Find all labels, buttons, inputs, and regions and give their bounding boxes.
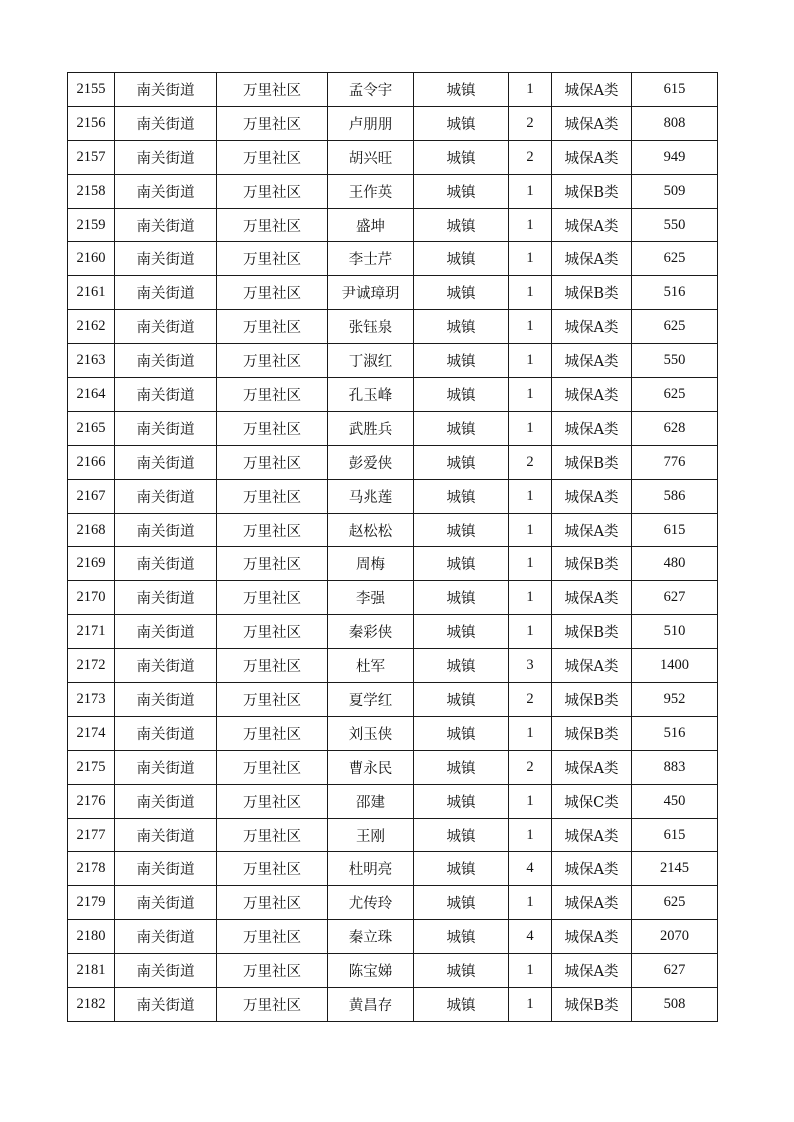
amount-cell: 2145: [632, 852, 718, 886]
amount-cell: 615: [632, 73, 718, 107]
amount-cell: 450: [632, 784, 718, 818]
amount-cell: 1400: [632, 649, 718, 683]
community-cell: 万里社区: [217, 920, 328, 954]
table-row: [68, 445, 718, 479]
street-cell: 南关街道: [115, 615, 217, 649]
household-count-cell: 2: [509, 683, 552, 717]
household-count-cell: 1: [509, 547, 552, 581]
name-cell: 丁淑红: [328, 344, 414, 378]
street-cell: 南关街道: [115, 378, 217, 412]
amount-cell: 2070: [632, 920, 718, 954]
table-row: [68, 750, 718, 784]
amount-cell: 625: [632, 886, 718, 920]
table-row: [68, 411, 718, 445]
table-row: [68, 954, 718, 988]
area-type-cell: 城镇: [414, 378, 509, 412]
row-number-cell: 2170: [68, 581, 115, 615]
name-cell: 李强: [328, 581, 414, 615]
household-count-cell: 1: [509, 886, 552, 920]
household-count-cell: 1: [509, 411, 552, 445]
category-cell: 城保A类: [552, 242, 632, 276]
table-row: [68, 208, 718, 242]
amount-cell: 615: [632, 513, 718, 547]
community-cell: 万里社区: [217, 242, 328, 276]
household-count-cell: 3: [509, 649, 552, 683]
table-body: [68, 73, 718, 1022]
row-number-cell: 2181: [68, 954, 115, 988]
household-count-cell: 1: [509, 784, 552, 818]
area-type-cell: 城镇: [414, 445, 509, 479]
area-type-cell: 城镇: [414, 988, 509, 1022]
name-cell: 盛坤: [328, 208, 414, 242]
community-cell: 万里社区: [217, 73, 328, 107]
area-type-cell: 城镇: [414, 716, 509, 750]
street-cell: 南关街道: [115, 310, 217, 344]
street-cell: 南关街道: [115, 174, 217, 208]
community-cell: 万里社区: [217, 750, 328, 784]
area-type-cell: 城镇: [414, 852, 509, 886]
table-row: [68, 344, 718, 378]
amount-cell: 776: [632, 445, 718, 479]
amount-cell: 550: [632, 208, 718, 242]
row-number-cell: 2166: [68, 445, 115, 479]
street-cell: 南关街道: [115, 242, 217, 276]
table-row: [68, 174, 718, 208]
amount-cell: 615: [632, 818, 718, 852]
name-cell: 黄昌存: [328, 988, 414, 1022]
household-count-cell: 4: [509, 852, 552, 886]
community-cell: 万里社区: [217, 988, 328, 1022]
table-row: [68, 106, 718, 140]
community-cell: 万里社区: [217, 852, 328, 886]
table-row: [68, 378, 718, 412]
name-cell: 曹永民: [328, 750, 414, 784]
row-number-cell: 2160: [68, 242, 115, 276]
community-cell: 万里社区: [217, 886, 328, 920]
area-type-cell: 城镇: [414, 242, 509, 276]
community-cell: 万里社区: [217, 411, 328, 445]
street-cell: 南关街道: [115, 683, 217, 717]
category-cell: 城保A类: [552, 581, 632, 615]
area-type-cell: 城镇: [414, 140, 509, 174]
name-cell: 胡兴旺: [328, 140, 414, 174]
area-type-cell: 城镇: [414, 310, 509, 344]
community-cell: 万里社区: [217, 649, 328, 683]
amount-cell: 949: [632, 140, 718, 174]
community-cell: 万里社区: [217, 106, 328, 140]
amount-cell: 625: [632, 242, 718, 276]
table-row: [68, 581, 718, 615]
row-number-cell: 2167: [68, 479, 115, 513]
area-type-cell: 城镇: [414, 615, 509, 649]
household-count-cell: 1: [509, 73, 552, 107]
street-cell: 南关街道: [115, 479, 217, 513]
area-type-cell: 城镇: [414, 581, 509, 615]
category-cell: 城保A类: [552, 954, 632, 988]
community-cell: 万里社区: [217, 378, 328, 412]
street-cell: 南关街道: [115, 208, 217, 242]
row-number-cell: 2164: [68, 378, 115, 412]
street-cell: 南关街道: [115, 547, 217, 581]
street-cell: 南关街道: [115, 818, 217, 852]
community-cell: 万里社区: [217, 174, 328, 208]
area-type-cell: 城镇: [414, 784, 509, 818]
area-type-cell: 城镇: [414, 479, 509, 513]
table-row: [68, 615, 718, 649]
category-cell: 城保A类: [552, 818, 632, 852]
table-row: [68, 513, 718, 547]
community-cell: 万里社区: [217, 344, 328, 378]
name-cell: 李士芹: [328, 242, 414, 276]
table-row: [68, 310, 718, 344]
area-type-cell: 城镇: [414, 818, 509, 852]
name-cell: 刘玉侠: [328, 716, 414, 750]
community-cell: 万里社区: [217, 208, 328, 242]
amount-cell: 808: [632, 106, 718, 140]
household-count-cell: 1: [509, 716, 552, 750]
household-count-cell: 1: [509, 479, 552, 513]
area-type-cell: 城镇: [414, 683, 509, 717]
category-cell: 城保B类: [552, 683, 632, 717]
area-type-cell: 城镇: [414, 513, 509, 547]
table-row: [68, 649, 718, 683]
row-number-cell: 2182: [68, 988, 115, 1022]
household-count-cell: 1: [509, 344, 552, 378]
amount-cell: 516: [632, 276, 718, 310]
table-row: [68, 920, 718, 954]
community-cell: 万里社区: [217, 310, 328, 344]
household-count-cell: 1: [509, 615, 552, 649]
row-number-cell: 2171: [68, 615, 115, 649]
area-type-cell: 城镇: [414, 276, 509, 310]
row-number-cell: 2158: [68, 174, 115, 208]
category-cell: 城保A类: [552, 513, 632, 547]
community-cell: 万里社区: [217, 513, 328, 547]
household-count-cell: 1: [509, 208, 552, 242]
row-number-cell: 2179: [68, 886, 115, 920]
table-row: [68, 886, 718, 920]
street-cell: 南关街道: [115, 988, 217, 1022]
row-number-cell: 2174: [68, 716, 115, 750]
table-row: [68, 73, 718, 107]
area-type-cell: 城镇: [414, 344, 509, 378]
amount-cell: 480: [632, 547, 718, 581]
row-number-cell: 2163: [68, 344, 115, 378]
row-number-cell: 2165: [68, 411, 115, 445]
table-row: [68, 683, 718, 717]
community-cell: 万里社区: [217, 683, 328, 717]
table-row: [68, 852, 718, 886]
category-cell: 城保A类: [552, 886, 632, 920]
name-cell: 孔玉峰: [328, 378, 414, 412]
amount-cell: 627: [632, 954, 718, 988]
household-count-cell: 1: [509, 310, 552, 344]
community-cell: 万里社区: [217, 547, 328, 581]
name-cell: 张钰泉: [328, 310, 414, 344]
category-cell: 城保B类: [552, 174, 632, 208]
category-cell: 城保A类: [552, 310, 632, 344]
category-cell: 城保B类: [552, 547, 632, 581]
amount-cell: 508: [632, 988, 718, 1022]
community-cell: 万里社区: [217, 140, 328, 174]
category-cell: 城保B类: [552, 716, 632, 750]
table-row: [68, 716, 718, 750]
community-cell: 万里社区: [217, 276, 328, 310]
name-cell: 邵建: [328, 784, 414, 818]
street-cell: 南关街道: [115, 886, 217, 920]
street-cell: 南关街道: [115, 649, 217, 683]
community-cell: 万里社区: [217, 784, 328, 818]
name-cell: 尹诚璋玥: [328, 276, 414, 310]
name-cell: 卢朋朋: [328, 106, 414, 140]
household-count-cell: 1: [509, 954, 552, 988]
row-number-cell: 2155: [68, 73, 115, 107]
community-cell: 万里社区: [217, 581, 328, 615]
row-number-cell: 2168: [68, 513, 115, 547]
street-cell: 南关街道: [115, 954, 217, 988]
row-number-cell: 2172: [68, 649, 115, 683]
street-cell: 南关街道: [115, 276, 217, 310]
row-number-cell: 2169: [68, 547, 115, 581]
row-number-cell: 2177: [68, 818, 115, 852]
street-cell: 南关街道: [115, 716, 217, 750]
amount-cell: 627: [632, 581, 718, 615]
category-cell: 城保A类: [552, 920, 632, 954]
household-count-cell: 4: [509, 920, 552, 954]
name-cell: 尤传玲: [328, 886, 414, 920]
street-cell: 南关街道: [115, 920, 217, 954]
household-count-cell: 2: [509, 106, 552, 140]
amount-cell: 510: [632, 615, 718, 649]
category-cell: 城保B类: [552, 615, 632, 649]
community-cell: 万里社区: [217, 818, 328, 852]
row-number-cell: 2173: [68, 683, 115, 717]
row-number-cell: 2180: [68, 920, 115, 954]
category-cell: 城保A类: [552, 852, 632, 886]
category-cell: 城保A类: [552, 750, 632, 784]
household-count-cell: 1: [509, 581, 552, 615]
name-cell: 孟令宇: [328, 73, 414, 107]
table-row: [68, 547, 718, 581]
name-cell: 杜明亮: [328, 852, 414, 886]
category-cell: 城保A类: [552, 106, 632, 140]
community-cell: 万里社区: [217, 479, 328, 513]
street-cell: 南关街道: [115, 784, 217, 818]
category-cell: 城保B类: [552, 988, 632, 1022]
row-number-cell: 2162: [68, 310, 115, 344]
area-type-cell: 城镇: [414, 411, 509, 445]
household-count-cell: 1: [509, 513, 552, 547]
community-cell: 万里社区: [217, 615, 328, 649]
area-type-cell: 城镇: [414, 750, 509, 784]
row-number-cell: 2157: [68, 140, 115, 174]
row-number-cell: 2156: [68, 106, 115, 140]
street-cell: 南关街道: [115, 344, 217, 378]
amount-cell: 516: [632, 716, 718, 750]
name-cell: 陈宝娣: [328, 954, 414, 988]
name-cell: 秦彩侠: [328, 615, 414, 649]
table-row: [68, 818, 718, 852]
amount-cell: 509: [632, 174, 718, 208]
row-number-cell: 2178: [68, 852, 115, 886]
amount-cell: 883: [632, 750, 718, 784]
category-cell: 城保A类: [552, 411, 632, 445]
street-cell: 南关街道: [115, 411, 217, 445]
name-cell: 周梅: [328, 547, 414, 581]
name-cell: 马兆莲: [328, 479, 414, 513]
area-type-cell: 城镇: [414, 208, 509, 242]
household-count-cell: 1: [509, 242, 552, 276]
table-row: [68, 242, 718, 276]
area-type-cell: 城镇: [414, 106, 509, 140]
row-number-cell: 2175: [68, 750, 115, 784]
category-cell: 城保A类: [552, 208, 632, 242]
table-row: [68, 140, 718, 174]
beneficiary-table: [67, 72, 718, 1022]
category-cell: 城保A类: [552, 344, 632, 378]
row-number-cell: 2161: [68, 276, 115, 310]
row-number-cell: 2176: [68, 784, 115, 818]
area-type-cell: 城镇: [414, 954, 509, 988]
table-row: [68, 479, 718, 513]
category-cell: 城保A类: [552, 73, 632, 107]
street-cell: 南关街道: [115, 581, 217, 615]
amount-cell: 952: [632, 683, 718, 717]
household-count-cell: 1: [509, 378, 552, 412]
community-cell: 万里社区: [217, 445, 328, 479]
area-type-cell: 城镇: [414, 174, 509, 208]
category-cell: 城保B类: [552, 276, 632, 310]
household-count-cell: 2: [509, 140, 552, 174]
household-count-cell: 2: [509, 750, 552, 784]
household-count-cell: 1: [509, 276, 552, 310]
street-cell: 南关街道: [115, 140, 217, 174]
name-cell: 杜军: [328, 649, 414, 683]
area-type-cell: 城镇: [414, 547, 509, 581]
street-cell: 南关街道: [115, 852, 217, 886]
household-count-cell: 1: [509, 988, 552, 1022]
table-row: [68, 276, 718, 310]
area-type-cell: 城镇: [414, 73, 509, 107]
name-cell: 赵松松: [328, 513, 414, 547]
street-cell: 南关街道: [115, 750, 217, 784]
row-number-cell: 2159: [68, 208, 115, 242]
amount-cell: 628: [632, 411, 718, 445]
table-row: [68, 784, 718, 818]
category-cell: 城保C类: [552, 784, 632, 818]
household-count-cell: 1: [509, 818, 552, 852]
amount-cell: 586: [632, 479, 718, 513]
table-row: [68, 988, 718, 1022]
name-cell: 武胜兵: [328, 411, 414, 445]
category-cell: 城保A类: [552, 378, 632, 412]
amount-cell: 550: [632, 344, 718, 378]
category-cell: 城保A类: [552, 649, 632, 683]
name-cell: 彭爱侠: [328, 445, 414, 479]
amount-cell: 625: [632, 310, 718, 344]
area-type-cell: 城镇: [414, 886, 509, 920]
street-cell: 南关街道: [115, 106, 217, 140]
household-count-cell: 2: [509, 445, 552, 479]
amount-cell: 625: [632, 378, 718, 412]
street-cell: 南关街道: [115, 513, 217, 547]
name-cell: 夏学红: [328, 683, 414, 717]
category-cell: 城保B类: [552, 445, 632, 479]
name-cell: 王刚: [328, 818, 414, 852]
community-cell: 万里社区: [217, 954, 328, 988]
street-cell: 南关街道: [115, 445, 217, 479]
category-cell: 城保A类: [552, 140, 632, 174]
name-cell: 秦立珠: [328, 920, 414, 954]
street-cell: 南关街道: [115, 73, 217, 107]
community-cell: 万里社区: [217, 716, 328, 750]
area-type-cell: 城镇: [414, 920, 509, 954]
area-type-cell: 城镇: [414, 649, 509, 683]
household-count-cell: 1: [509, 174, 552, 208]
category-cell: 城保A类: [552, 479, 632, 513]
name-cell: 王作英: [328, 174, 414, 208]
